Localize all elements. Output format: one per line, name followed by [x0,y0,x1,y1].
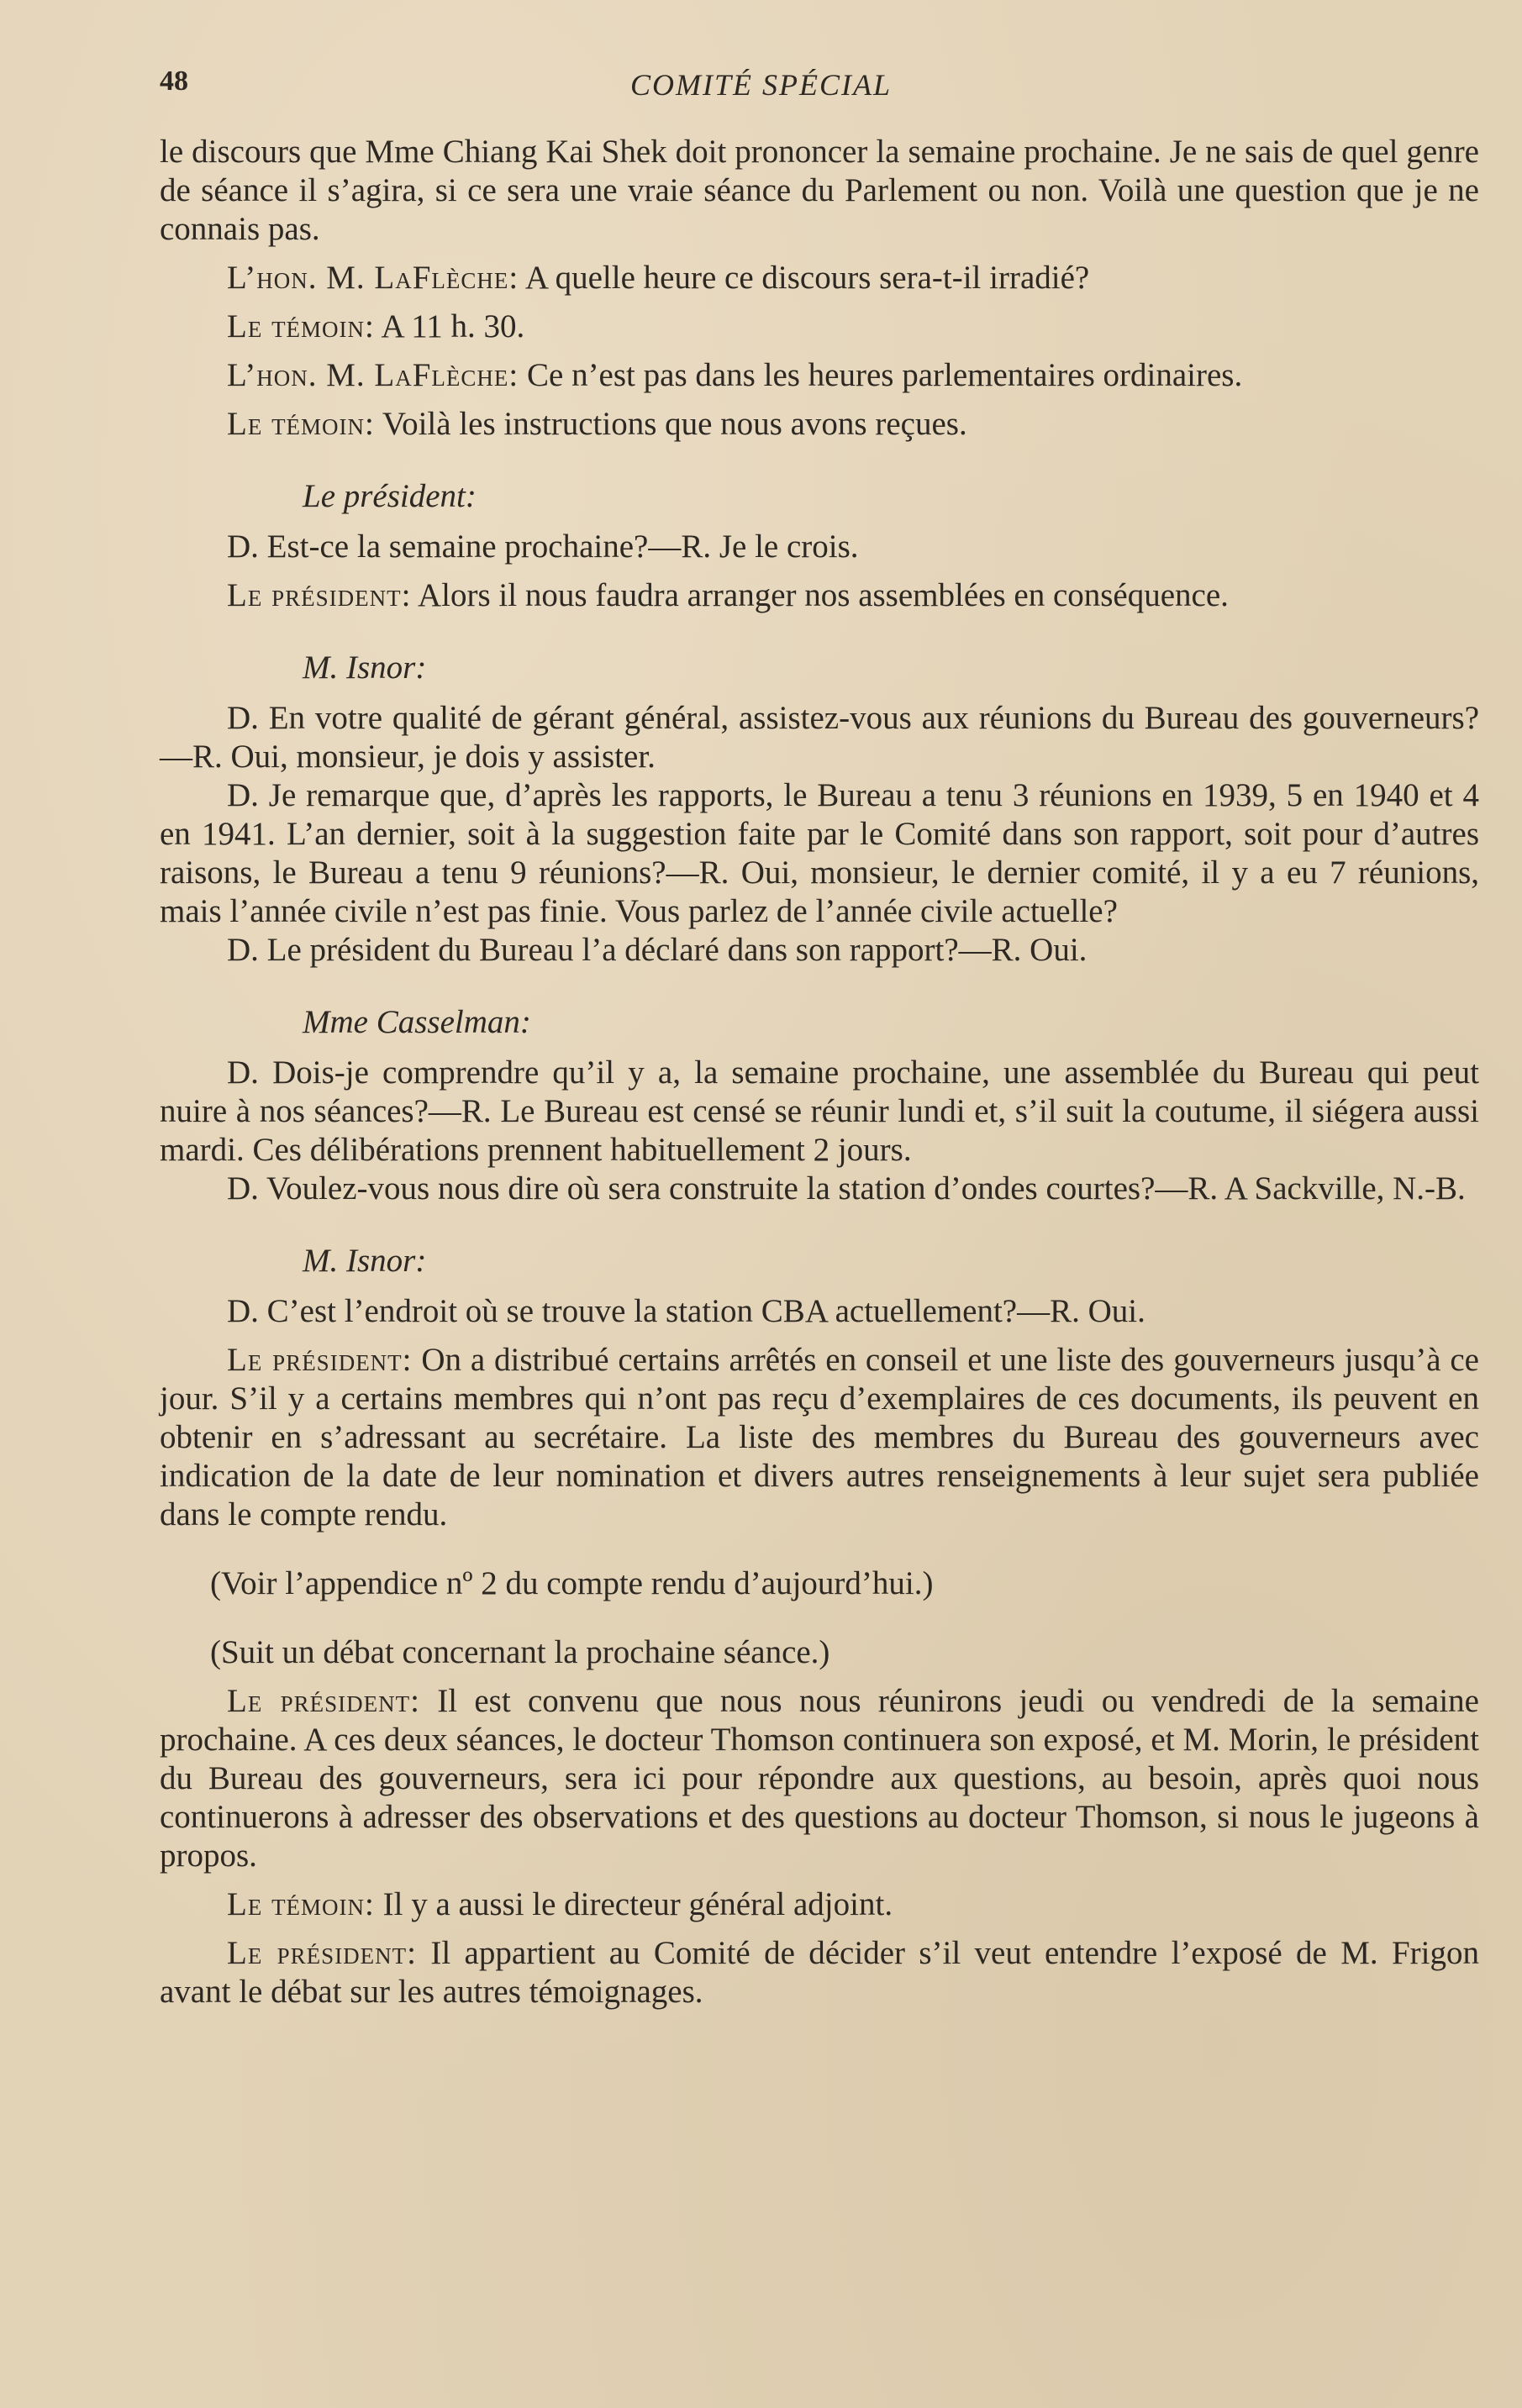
speaker-heading: M. Isnor: [303,649,427,686]
speech-text: On a distribué certains arrêtés en conseil et une liste des gouverneurs jusqu’à ce jour. S’il y a certains membres qui n’ont pas reçu d’exemplaires de ces documents, ils peuvent en obtenir en s’adressant au secrétaire. La liste des membres du Bureau des gouverneurs avec indication de la date de leur nomination et divers autres renseignements à leur sujet sera publiée dans le compte rendu. [160,1342,1479,1533]
speech-text: Alors il nous faudra arranger nos assemblées en conséquence. [411,577,1229,613]
speech-text: Voilà les instructions que nous avons reçues. [374,406,967,442]
question-answer-paragraph: D. Voulez-vous nous dire où sera construite la station d’ondes courtes?—R. A Sackville, N.-B. [227,1170,1466,1207]
speech-paragraph [160,1934,1479,2011]
speech-paragraph [160,1341,1479,1534]
speech-paragraph [160,308,1479,346]
speech-text: Il y a aussi le directeur général adjoint. [374,1886,893,1922]
speaker-name: Le témoin: [227,308,375,344]
question-answer-paragraph: D. Dois-je comprendre qu’il y a, la semaine prochaine, une assemblée du Bureau qui peut nuire à nos séances?—R. Le Bureau est censé se réunir lundi et, s’il suit la coutume, il siégera aussi mardi. Ces délibérations prennent habituellement 2 jours. [160,1054,1479,1168]
speech-text: Il appartient au Comité de décider s’il veut entendre l’exposé de M. Frigon avant le débat sur les autres témoignages. [160,1935,1479,2010]
question-answer-paragraph: D. Je remarque que, d’après les rapports, le Bureau a tenu 3 réunions en 1939, 5 en 1940 et 4 en 1941. L’an dernier, soit à la suggestion faite par le Comité dans son rapport, soit pour d’autres raisons, le Bureau a tenu 9 réunions?—R. Oui, monsieur, le dernier comité, il y a eu 7 réunions, mais l’année civile n’est pas finie. Vous parlez de l’année civile actuelle? [160,777,1479,929]
speech-text: Ce n’est pas dans les heures parlementaires ordinaires. [519,357,1243,393]
speech-paragraph [160,576,1479,615]
editorial-note: (Voir l’appendice nº 2 du compte rendu d’aujourd’hui.) [210,1565,934,1601]
speech-paragraph [160,1885,1479,1924]
speaker-name: Le président: [227,1935,417,1971]
speaker-heading: Mme Casselman: [303,1004,531,1040]
speaker-name: L’hon. M. LaFlèche: [227,260,519,296]
speech-text: Il est convenu que nous nous réunirons jeudi ou vendredi de la semaine prochaine. A ces deux séances, le docteur Thomson continuera son exposé, et M. Morin, le président du Bureau des gouverneurs, sera ici pour répondre aux questions, au besoin, après quoi nous continuerons à adresser des observations et des questions au docteur Thomson, si nous le jugeons à propos. [160,1683,1479,1874]
speech-text: A quelle heure ce discours sera-t-il irradié? [519,260,1090,296]
speaker-name: Le témoin: [227,1886,375,1922]
speech-paragraph [160,356,1479,395]
question-answer-paragraph: D. Le président du Bureau l’a déclaré dans son rapport?—R. Oui. [227,932,1088,968]
speech-paragraph [160,259,1479,297]
text-paragraph: le discours que Mme Chiang Kai Shek doit prononcer la semaine prochaine. Je ne sais de quel genre de séance il s’agira, si ce sera une vraie séance du Parlement ou non. Voilà une question que je ne connais pas. [160,134,1479,247]
speaker-name: Le président: [227,1683,420,1719]
speaker-name: L’hon. M. LaFlèche: [227,357,519,393]
speech-paragraph [160,405,1479,444]
running-title: COMITÉ SPÉCIAL [630,68,892,102]
speaker-name: Le président: [227,1342,413,1378]
speech-paragraph [160,1682,1479,1875]
speaker-name: Le président: [227,577,412,613]
page-header [160,66,1362,108]
speaker-heading: M. Isnor: [303,1243,427,1279]
page-number: 48 [160,66,188,97]
question-answer-paragraph: D. En votre qualité de gérant général, assistez-vous aux réunions du Bureau des gouverneurs?—R. Oui, monsieur, je dois y assister. [160,700,1479,775]
speech-text: A 11 h. 30. [374,308,525,344]
question-answer-paragraph: D. C’est l’endroit où se trouve la station CBA actuellement?—R. Oui. [227,1293,1145,1329]
speaker-heading: Le président: [303,478,477,514]
speaker-name: Le témoin: [227,406,375,442]
editorial-note: (Suit un débat concernant la prochaine séance.) [210,1634,830,1670]
document-body [160,133,1479,2011]
question-answer-paragraph: D. Est-ce la semaine prochaine?—R. Je le crois. [227,528,859,565]
